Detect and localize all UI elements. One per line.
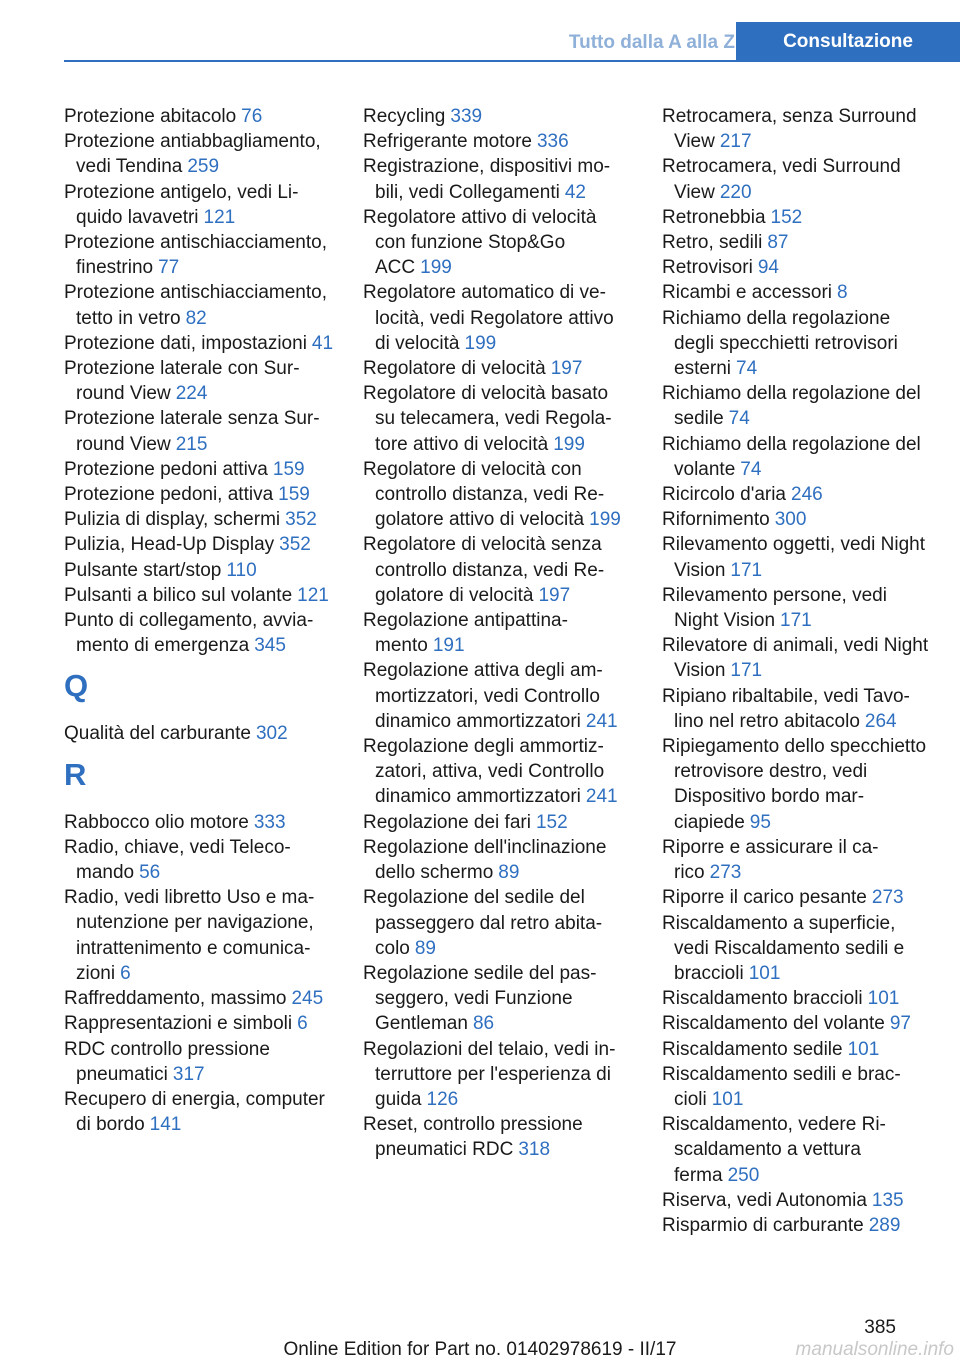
index-entry-text: Retrocamera, senza Surround View	[662, 106, 917, 153]
index-entry	[662, 1112, 932, 1188]
index-entry	[662, 104, 932, 154]
chapter-tab: Consultazione	[736, 22, 960, 62]
index-entry-text: Protezione antigelo, vedi Liquido lavavetri	[64, 181, 299, 228]
index-entry-text: Regolatore attivo di velocità con funzione Stop&Go ACC	[363, 206, 597, 279]
index-column-3	[662, 104, 932, 1238]
index-entry-text: Pulizia, Head-Up Display	[64, 534, 275, 556]
index-entry	[363, 835, 631, 885]
index-entry	[662, 885, 932, 910]
index-entry-text: Radio, vedi libretto Uso e manutenzione per navigazione, intrattenimento e comunicazioni	[64, 887, 315, 984]
index-entry-text: Regolazione sedile del passeggero, vedi Funzione Gentleman	[363, 962, 597, 1035]
index-entry-text: Pulizia di display, schermi	[64, 509, 281, 531]
index-column-1	[64, 104, 336, 1137]
page-reference-link[interactable]: 6	[297, 1013, 308, 1035]
page-reference-link[interactable]: 94	[757, 257, 779, 279]
page-reference-link[interactable]: 264	[864, 710, 897, 732]
page-reference-link[interactable]: 199	[464, 332, 497, 354]
index-entry-text: Retro, sedili	[662, 232, 763, 254]
index-entry-text: Protezione antischiacciamento, tetto in vetro	[64, 282, 327, 329]
index-entry	[64, 1087, 336, 1137]
index-entry	[662, 482, 932, 507]
index-entry-text: Rilevamento persone, vedi Night Vision	[662, 584, 887, 632]
page-reference-link[interactable]: 197	[538, 584, 571, 606]
page-reference-link[interactable]: 250	[727, 1164, 760, 1186]
index-entry	[662, 532, 932, 582]
page-reference-link[interactable]: 217	[719, 131, 752, 153]
page-reference-link[interactable]: 76	[241, 106, 263, 127]
index-entry	[64, 356, 336, 406]
index-entry	[363, 129, 631, 154]
index-entry	[662, 734, 932, 835]
page-reference-link[interactable]: 336	[536, 131, 569, 153]
index-entry	[363, 205, 631, 281]
index-entry-text: Rilevamento oggetti, vedi Night Vision	[662, 534, 925, 581]
page-reference-link[interactable]: 74	[728, 408, 750, 430]
index-entry	[64, 721, 336, 746]
index-entry-text: Regolazione attiva degli ammortizzatori, vedi Controllo dinamico ammortizzatori	[363, 660, 603, 732]
index-entry-text: Qualità del carburante	[64, 723, 251, 745]
index-entry	[64, 1037, 336, 1087]
page-header	[0, 0, 960, 62]
page-reference-link[interactable]: 97	[889, 1013, 911, 1035]
page-reference-link[interactable]: 82	[185, 307, 207, 329]
index-entry-text: Riscaldamento braccioli	[662, 988, 863, 1010]
page-reference-link[interactable]: 74	[740, 458, 762, 480]
page-reference-link[interactable]: 220	[719, 181, 752, 203]
index-entry	[64, 986, 336, 1011]
page-reference-link[interactable]: 199	[589, 509, 621, 531]
index-entry	[662, 633, 932, 683]
index-entry	[64, 129, 336, 179]
index-entry	[64, 180, 336, 230]
page-reference-link[interactable]: 135	[871, 1189, 904, 1211]
page-reference-link[interactable]: 302	[255, 723, 288, 745]
page-reference-link[interactable]: 152	[770, 206, 803, 228]
index-entry	[64, 104, 336, 129]
index-entry-text: Riporre il carico pesante	[662, 887, 867, 909]
page-reference-link[interactable]: 273	[871, 887, 904, 909]
page-reference-link[interactable]: 318	[518, 1139, 551, 1161]
index-entry-text: Protezione antiabbagliamento, vedi Tendina	[64, 131, 321, 178]
index-entry-text: Riserva, vedi Autonomia	[662, 1189, 867, 1211]
index-entry-text: Regolazione antipattinamento	[363, 610, 568, 657]
page-reference-link[interactable]: 8	[837, 282, 848, 304]
page-reference-link[interactable]: 191	[432, 635, 465, 657]
page-reference-link[interactable]: 89	[414, 937, 436, 959]
index-entry-text: Retrocamera, vedi Surround View	[662, 156, 901, 203]
page-reference-link[interactable]: 89	[498, 862, 520, 884]
index-entry	[363, 1112, 631, 1162]
index-letter-heading: Q	[64, 668, 89, 704]
section-title: Tutto dalla A alla Z	[568, 32, 735, 53]
index-entry-text: Pulsante start/stop	[64, 559, 222, 581]
index-entry-text: Protezione pedoni, attiva	[64, 484, 274, 506]
index-entry	[64, 835, 336, 885]
index-entry	[363, 457, 631, 533]
page-reference-link[interactable]: 171	[730, 660, 763, 682]
index-entry-text: RDC controllo pressione pneumatici	[64, 1038, 270, 1085]
page-number: 385	[864, 1317, 896, 1338]
index-column-2	[363, 104, 631, 1163]
page-reference-link[interactable]: 339	[450, 106, 483, 127]
page-reference-link[interactable]: 101	[711, 1088, 744, 1110]
index-entry	[662, 306, 932, 382]
index-entry-text: Ripiegamento dello specchietto retrovisore destro, vedi Dispositivo bordo marciapiede	[662, 736, 927, 833]
page-reference-link[interactable]: 352	[279, 534, 311, 556]
page-reference-link[interactable]: 74	[736, 358, 758, 380]
index-entry	[64, 507, 336, 532]
index-entry-text: Richiamo della regolazione del volante	[662, 433, 921, 480]
index-letter-heading: R	[64, 756, 87, 792]
index-entry	[363, 885, 631, 961]
index-entry	[363, 608, 631, 658]
index-entry	[64, 608, 336, 658]
index-entry-text: Ricambi e accessori	[662, 282, 832, 304]
page-reference-link[interactable]: 246	[791, 484, 823, 506]
index-entry	[662, 1213, 932, 1238]
index-entry	[64, 532, 336, 557]
index-entry-text: Retronebbia	[662, 206, 766, 228]
page-reference-link[interactable]: 87	[767, 232, 789, 254]
index-entry-text: Rilevatore di animali, vedi Night Vision	[662, 635, 929, 682]
page-reference-link[interactable]: 86	[472, 1013, 495, 1035]
index-entry	[662, 911, 932, 987]
index-entry-text: Regolatore di velocità con controllo distanza, vedi Regolatore attivo di velocità	[363, 458, 605, 531]
page-reference-link[interactable]: 241	[585, 710, 618, 732]
index-entry	[363, 154, 631, 204]
index-entry	[64, 1011, 336, 1036]
page-reference-link[interactable]: 317	[172, 1063, 205, 1085]
page-reference-link[interactable]: 110	[226, 559, 257, 581]
index-entry	[662, 1037, 932, 1062]
index-entry-text: Regolazione dell'inclinazione dello schermo	[363, 836, 607, 884]
page-reference-link[interactable]: 273	[709, 862, 742, 884]
index-entry-text: Ricircolo d'aria	[662, 484, 787, 506]
index-entry-text: Riporre e assicurare il carico	[662, 836, 879, 884]
index-entry	[363, 961, 631, 1037]
index-entry	[64, 583, 336, 608]
index-entry-text: Regolatore di velocità basato su telecamera, vedi Regolatore attivo di velocità	[363, 383, 612, 455]
index-entry-text: Riscaldamento del volante	[662, 1013, 885, 1035]
page-reference-link[interactable]: 197	[550, 358, 583, 380]
index-entry	[64, 482, 336, 507]
index-entry-text: Riscaldamento, vedere Riscaldamento a vettura ferma	[662, 1114, 886, 1186]
index-entry	[363, 381, 631, 457]
page-reference-link[interactable]: 224	[175, 383, 208, 405]
index-entry-text: Protezione antischiacciamento, finestrino	[64, 232, 327, 279]
page-reference-link[interactable]: 152	[535, 811, 568, 833]
index-entry	[662, 230, 932, 255]
index-entry	[64, 331, 336, 356]
index-entry-text: Richiamo della regolazione degli specchietti retrovisori esterni	[662, 307, 898, 380]
index-entry	[363, 734, 631, 810]
index-entry	[64, 558, 336, 583]
index-entry-text: Rabbocco olio motore	[64, 811, 249, 833]
index-entry	[662, 583, 932, 633]
index-entry-text: Regolazione del sedile del passeggero dal retro abitacolo	[363, 887, 603, 959]
index-entry	[662, 684, 932, 734]
index-entry	[64, 810, 336, 835]
page-reference-link[interactable]: 101	[748, 962, 781, 984]
index-entry-text: Protezione laterale senza Surround View	[64, 408, 320, 455]
index-entry-text: Pulsanti a bilico sul volante	[64, 584, 293, 606]
page-reference-link[interactable]: 121	[203, 206, 236, 228]
page-reference-link[interactable]: 241	[585, 786, 618, 808]
page-reference-link[interactable]: 171	[780, 610, 812, 632]
index-entry-text: Protezione dati, impostazioni	[64, 332, 307, 354]
page-reference-link[interactable]: 121	[297, 584, 329, 606]
index-entry	[363, 532, 631, 608]
index-entry-text: Protezione pedoni attiva	[64, 458, 268, 480]
index-entry-text: Richiamo della regolazione del sedile	[662, 383, 921, 430]
page-reference-link[interactable]: 56	[139, 862, 161, 884]
index-entry	[662, 835, 932, 885]
index-entry-text: Regolazioni del telaio, vedi interruttore per l'esperienza di guida	[363, 1038, 616, 1110]
page-reference-link[interactable]: 171	[730, 559, 763, 581]
index-entry-text: Riscaldamento sedili e braccioli	[662, 1063, 901, 1110]
page-reference-link[interactable]: 215	[175, 433, 208, 455]
index-entry-text: Refrigerante motore	[363, 131, 532, 153]
header-rule	[64, 60, 736, 62]
index-entry-text: Protezione laterale con Surround View	[64, 358, 300, 405]
index-entry-text: Risparmio di carburante	[662, 1214, 864, 1236]
index-entry-text: Raffreddamento, massimo	[64, 988, 287, 1010]
index-entry-text: Regolatore automatico di velocità, vedi Regolatore attivo di velocità	[363, 282, 614, 354]
index-entry	[662, 154, 932, 204]
index-entry-text: Regolazione dei fari	[363, 811, 531, 833]
page-reference-link[interactable]: 41	[311, 332, 334, 354]
index-entry	[64, 457, 336, 482]
index-entry	[662, 1188, 932, 1213]
page-reference-link[interactable]: 141	[149, 1114, 182, 1136]
page-reference-link[interactable]: 345	[254, 635, 286, 657]
page-reference-link[interactable]: 245	[291, 988, 324, 1010]
index-entry	[363, 810, 631, 835]
index-entry	[363, 1037, 631, 1113]
page-reference-link[interactable]: 159	[272, 458, 305, 480]
page-reference-link[interactable]: 259	[187, 156, 220, 178]
page-reference-link[interactable]: 95	[749, 811, 771, 833]
page-reference-link[interactable]: 126	[426, 1088, 459, 1110]
index-entry-text: Regolazione degli ammortizzatori, attiva, vedi Controllo dinamico ammortizzatori	[363, 736, 605, 808]
index-entry-text: Punto di collegamento, avviamento di emergenza	[64, 610, 314, 657]
index-entry	[662, 507, 932, 532]
index-entry-text: Radio, chiave, vedi Telecomando	[64, 836, 291, 884]
index-entry	[64, 280, 336, 330]
index-entry-text: Recycling	[363, 106, 446, 127]
index-entry	[64, 230, 336, 280]
index-entry-text: Ripiano ribaltabile, vedi Tavolino nel retro abitacolo	[662, 685, 910, 732]
index-entry	[363, 658, 631, 734]
index-entry	[662, 986, 932, 1011]
index-entry	[64, 406, 336, 456]
index-entry	[662, 1062, 932, 1112]
index-entry-text: Regolatore di velocità senza controllo distanza, vedi Regolatore di velocità	[363, 534, 605, 606]
index-entry-text: Reset, controllo pressione pneumatici RDC	[363, 1114, 583, 1161]
index-entry-text: Rappresentazioni e simboli	[64, 1013, 293, 1035]
page-reference-link[interactable]: 101	[867, 988, 900, 1010]
page-reference-link[interactable]: 77	[158, 257, 180, 279]
index-entry-text: Recupero di energia, computer di bordo	[64, 1088, 325, 1136]
page-reference-link[interactable]: 6	[120, 962, 131, 984]
page-reference-link[interactable]: 352	[285, 509, 317, 531]
page-reference-link[interactable]: 333	[253, 811, 286, 833]
index-entry	[64, 885, 336, 986]
index-entry	[662, 280, 932, 305]
page-reference-link[interactable]: 300	[774, 509, 807, 531]
index-entry	[662, 255, 932, 280]
index-entry	[363, 280, 631, 356]
page-reference-link[interactable]: 42	[564, 181, 586, 203]
index-entry	[662, 432, 932, 482]
page-reference-link[interactable]: 199	[553, 433, 585, 455]
index-entry	[662, 381, 932, 431]
page-reference-link[interactable]: 199	[420, 257, 452, 279]
page-reference-link[interactable]: 101	[847, 1038, 880, 1060]
index-entry	[363, 104, 631, 129]
index-entry-text: Riscaldamento a superficie, vedi Riscaldamento sedili e braccioli	[662, 912, 905, 984]
page-reference-link[interactable]: 289	[868, 1214, 901, 1236]
index-entry-text: Registrazione, dispositivi mobili, vedi Collegamenti	[363, 156, 611, 203]
index-entry-text: Regolatore di velocità	[363, 358, 546, 380]
index-entry-text: Retrovisori	[662, 257, 753, 279]
index-entry	[662, 205, 932, 230]
watermark: manualsonline.info	[795, 1339, 954, 1360]
index-entry-text: Riscaldamento sedile	[662, 1038, 843, 1060]
index-entry	[662, 1011, 932, 1036]
index-entry-text: Protezione abitacolo	[64, 106, 237, 127]
index-entry-text: Rifornimento	[662, 509, 770, 531]
edition-footer: Online Edition for Part no. 01402978619 - II/17	[283, 1339, 677, 1360]
index-entry	[363, 356, 631, 381]
page-reference-link[interactable]: 159	[278, 484, 310, 506]
